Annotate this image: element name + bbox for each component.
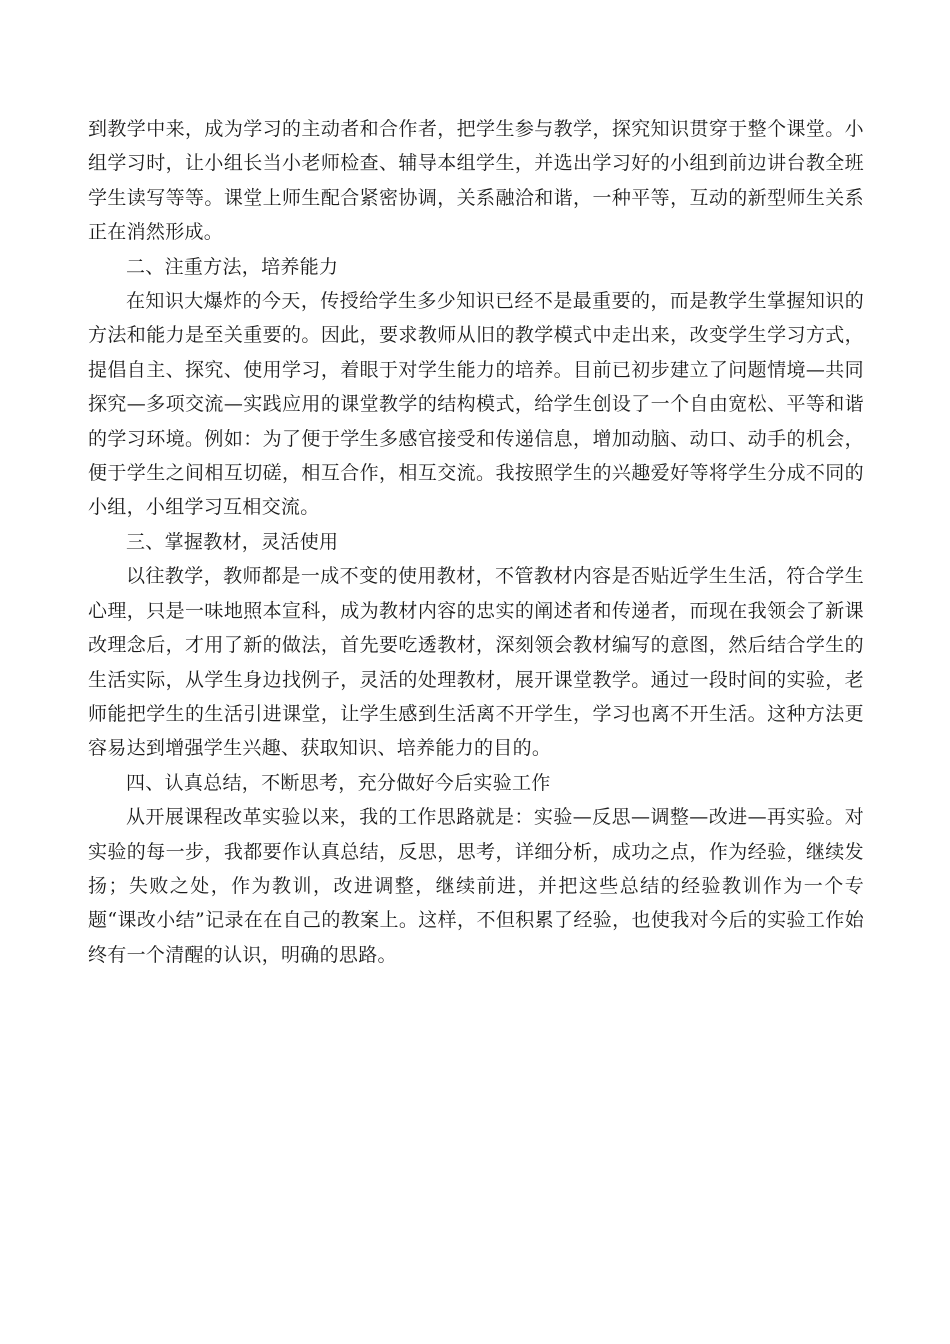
paragraph-summary: 从开展课程改革实验以来，我的工作思路就是：实验—反思—调整—改进—再实验。对实验的每一步，我都要作认真总结，反思，思考，详细分析，成功之点，作为经验，继续发扬；失败之处，作为教训，改进调整，继续前进，并把这些总结的经验教训作为一个专题“课改小结”记录在在自己的教案上。这样，不但积累了经验，也使我对今后的实验工作始终有一个清醒的认识，明确的思路。 <box>88 806 864 966</box>
paragraph-textbook: 以往教学，教师都是一成不变的使用教材，不管教材内容是否贴近学生生活，符合学生心理，只是一味地照本宣科，成为教材内容的忠实的阐述者和传递者，而现在我领会了新课改理念后，才用了新的做法，首先要吃透教材，深刻领会教材编写的意图，然后结合学生的生活实际，从学生身边找例子，灵活的处理教材，展开课堂教学。通过一段时间的实验，老师能把学生的生活引进课堂，让学生感到生活离不开学生，学习也离不开生活。这种方法更容易达到增强学生兴趣、获取知识、培养能力的目的。 <box>88 565 864 760</box>
section-heading-textbook: 三、掌握教材，灵活使用 <box>126 530 339 553</box>
document-body <box>88 112 864 972</box>
section-heading-methods: 二、注重方法，培养能力 <box>126 255 339 278</box>
paragraph-methods: 在知识大爆炸的今天，传授给学生多少知识已经不是最重要的，而是教学生掌握知识的方法和能力是至关重要的。因此，要求教师从旧的教学模式中走出来，改变学生学习方式，提倡自主、探究、使用学习，着眼于对学生能力的培养。目前已初步建立了问题情境—共同探究—多项交流—实践应用的课堂教学的结构模式，给学生创设了一个自由宽松、平等和谐的学习环境。例如：为了便于学生多感官接受和传递信息，增加动脑、动口、动手的机会，便于学生之间相互切磋，相互合作，相互交流。我按照学生的兴趣爱好等将学生分成不同的小组，小组学习互相交流。 <box>88 290 864 519</box>
section-heading-summary: 四、认真总结，不断思考，充分做好今后实验工作 <box>126 771 551 794</box>
paragraph-continuation: 到教学中来，成为学习的主动者和合作者，把学生参与教学，探究知识贯穿于整个课堂。小组学习时，让小组长当小老师检查、辅导本组学生，并选出学习好的小组到前边讲台教全班学生读写等等。课堂上师生配合紧密协调，关系融洽和谐，一种平等，互动的新型师生关系正在消然形成。 <box>88 118 864 244</box>
